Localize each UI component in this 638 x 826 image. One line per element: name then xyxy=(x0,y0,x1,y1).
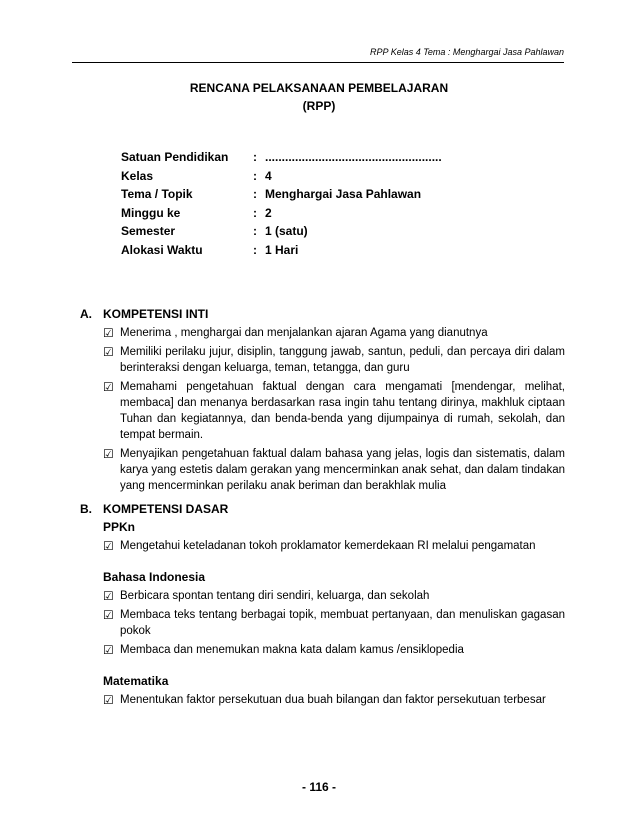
kompetensi-dasar-list xyxy=(103,518,565,722)
section-b-title: KOMPETENSI DASAR xyxy=(103,502,229,516)
title-line-1: RENCANA PELAKSANAAN PEMBELAJARAN xyxy=(189,81,449,95)
identity-value: 1 Hari xyxy=(265,242,299,257)
identity-value: 1 (satu) xyxy=(265,224,308,238)
identity-table xyxy=(121,148,442,259)
identity-colon: : xyxy=(253,224,257,238)
checklist-item xyxy=(103,588,565,604)
section-b-letter: B. xyxy=(80,502,92,516)
identity-row xyxy=(121,185,442,204)
header-divider xyxy=(72,62,564,63)
identity-value: 4 xyxy=(265,168,272,183)
checked-box-icon: ☑ xyxy=(103,539,114,553)
section-a-title: KOMPETENSI INTI xyxy=(103,307,209,321)
identity-row xyxy=(121,148,442,167)
checklist-item-text: Menyajikan pengetahuan faktual dalam bahasa yang jelas, logis dan sistematis, dalam karya yang estetis dalam gerakan yang mencerminkan anak sehat, dan dalam tindakan yang mencerminkan perilaku anak beriman dan berakhlak mulia xyxy=(120,448,565,492)
checklist-item-text: Mengetahui keteladanan tokoh proklamator kemerdekaan RI melalui pengamatan xyxy=(120,540,536,552)
identity-value: 2 xyxy=(265,205,272,220)
checked-box-icon: ☑ xyxy=(103,447,114,461)
checklist-item xyxy=(103,379,565,443)
identity-label: Satuan Pendidikan xyxy=(121,150,229,164)
checklist-item-text: Membaca dan menemukan makna kata dalam kamus /ensiklopedia xyxy=(120,644,464,656)
checked-box-icon: ☑ xyxy=(103,345,114,359)
checklist-item-text: Memiliki perilaku jujur, disiplin, tanggung jawab, santun, peduli, dan percaya diri dalam berinteraksi dengan keluarga, teman, tetangga, dan guru xyxy=(120,346,565,374)
identity-colon: : xyxy=(253,150,257,164)
checklist-item-text: Menentukan faktor persekutuan dua buah bilangan dan faktor persekutuan terbesar xyxy=(120,694,546,706)
subject-group xyxy=(103,568,565,658)
checked-box-icon: ☑ xyxy=(103,608,114,622)
identity-row xyxy=(121,167,442,186)
identity-row xyxy=(121,222,442,241)
identity-value: ..................................................... xyxy=(265,150,442,164)
identity-label: Semester xyxy=(121,224,176,238)
checked-box-icon: ☑ xyxy=(103,693,114,707)
title-line-2: (RPP) xyxy=(302,99,336,113)
checked-box-icon: ☑ xyxy=(103,589,114,603)
identity-row xyxy=(121,241,442,260)
subject-group xyxy=(103,518,565,554)
identity-label: Alokasi Waktu xyxy=(121,242,203,257)
checklist-item-text: Memahami pengetahuan faktual dengan cara mengamati [mendengar, melihat, membaca] dan menanya berdasarkan rasa ingin tahu tentang dirinya, makhluk ciptaan Tuhan dan kegiatannya, dan benda-benda yang dijumpainya di rumah, sekolah, dan tempat bermain. xyxy=(120,381,565,441)
checklist-item xyxy=(103,607,565,639)
identity-row xyxy=(121,204,442,223)
checklist-item xyxy=(103,446,565,494)
checked-box-icon: ☑ xyxy=(103,380,114,394)
identity-value: Menghargai Jasa Pahlawan xyxy=(265,187,422,201)
kompetensi-inti-list xyxy=(103,325,565,497)
subject-heading: PPKn xyxy=(103,520,136,534)
checklist-item xyxy=(103,325,565,341)
identity-label: Tema / Topik xyxy=(121,187,193,201)
checklist-item xyxy=(103,344,565,376)
section-a-letter: A. xyxy=(80,307,92,321)
checked-box-icon: ☑ xyxy=(103,643,114,657)
document-title xyxy=(0,79,638,115)
checklist-item-text: Menerima , menghargai dan menjalankan ajaran Agama yang dianutnya xyxy=(120,327,488,339)
identity-colon: : xyxy=(253,205,257,220)
identity-label: Minggu ke xyxy=(121,205,181,220)
subject-heading: Bahasa Indonesia xyxy=(103,570,206,584)
checked-box-icon: ☑ xyxy=(103,326,114,340)
running-header: RPP Kelas 4 Tema : Menghargai Jasa Pahlawan xyxy=(370,47,564,57)
identity-colon: : xyxy=(253,168,257,183)
checklist-item xyxy=(103,692,565,708)
identity-label: Kelas xyxy=(121,168,154,183)
identity-colon: : xyxy=(253,187,257,201)
page-number: - 116 - xyxy=(301,780,337,794)
subject-group xyxy=(103,672,565,708)
checklist-item-text: Membaca teks tentang berbagai topik, membuat pertanyaan, dan menuliskan gagasan pokok xyxy=(120,609,565,637)
checklist-item xyxy=(103,538,565,554)
subject-heading: Matematika xyxy=(103,674,169,688)
checklist-item-text: Berbicara spontan tentang diri sendiri, keluarga, dan sekolah xyxy=(120,590,430,602)
identity-colon: : xyxy=(253,242,257,257)
checklist-item xyxy=(103,642,565,658)
